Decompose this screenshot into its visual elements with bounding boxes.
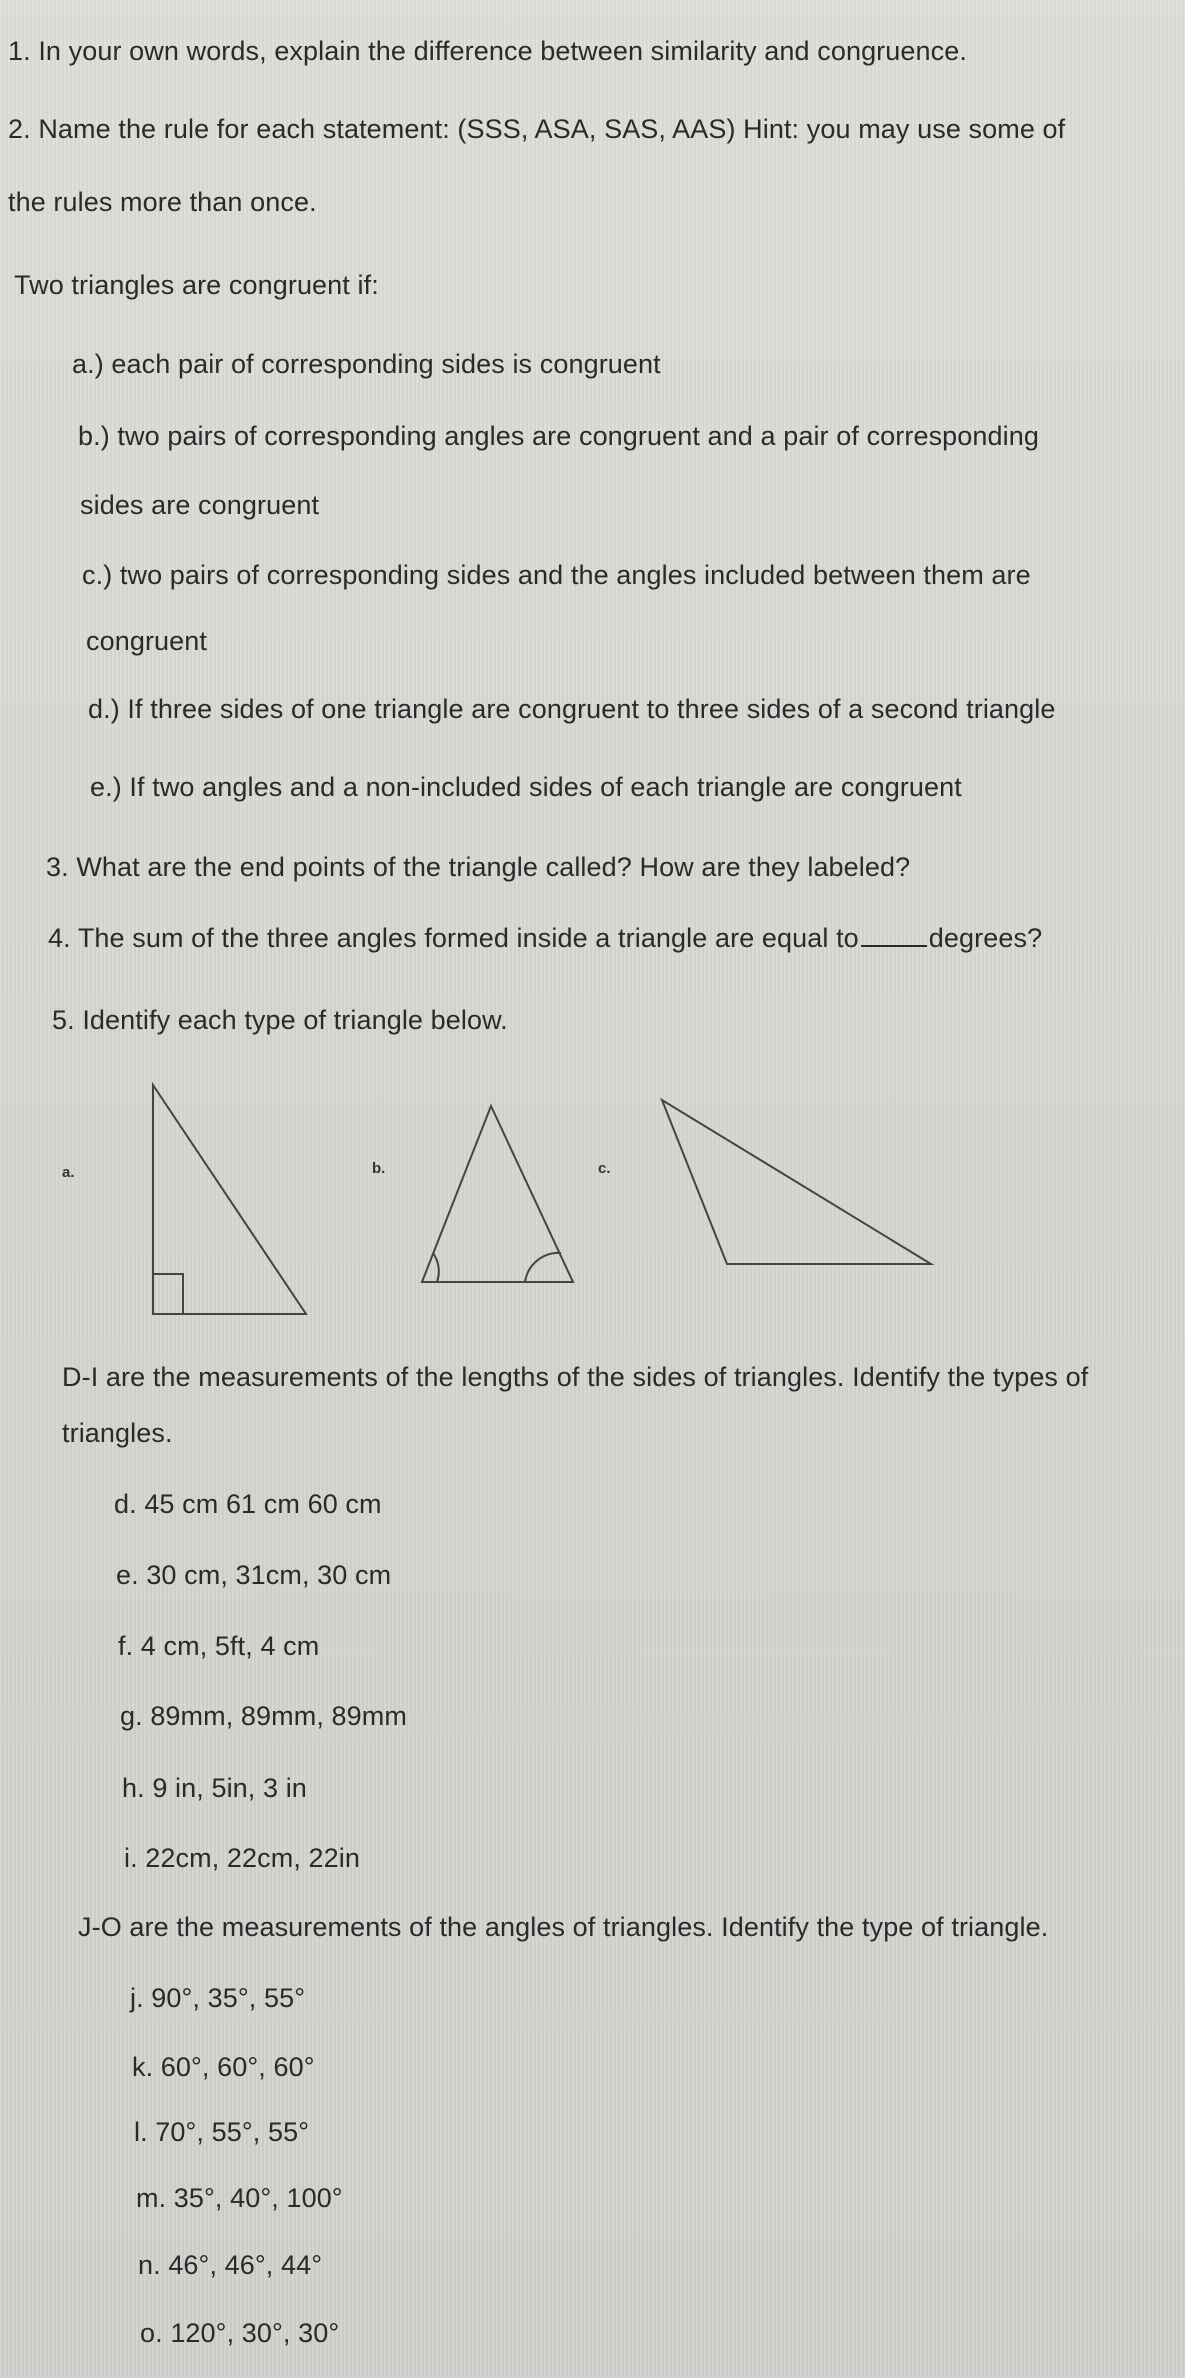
figure-c-label: c. bbox=[598, 1160, 611, 1177]
statement-d: d.) If three sides of one triangle are congruent to three sides of a second triangle bbox=[88, 694, 1056, 724]
statement-c-line-1: c.) two pairs of corresponding sides and the angles included between them are bbox=[82, 560, 1031, 590]
statement-c-line-2: congruent bbox=[86, 626, 207, 656]
base-angle-arc-right bbox=[525, 1253, 561, 1282]
sides-item-g: g. 89mm, 89mm, 89mm bbox=[120, 1701, 407, 1731]
sides-item-i: i. 22cm, 22cm, 22in bbox=[124, 1843, 361, 1873]
angles-item-l: l. 70°, 55°, 55° bbox=[134, 2117, 310, 2147]
isosceles-triangle-figure bbox=[422, 1106, 573, 1282]
sides-item-f: f. 4 cm, 5ft, 4 cm bbox=[118, 1631, 320, 1661]
angles-item-m: m. 35°, 40°, 100° bbox=[136, 2183, 343, 2213]
sides-intro-line-2: triangles. bbox=[62, 1418, 173, 1448]
question-5: 5. Identify each type of triangle below. bbox=[52, 1005, 508, 1035]
angles-intro: J-O are the measurements of the angles of triangles. Identify the type of triangle. bbox=[78, 1912, 1049, 1942]
question-4-text: 4. The sum of the three angles formed inside a triangle are equal to bbox=[48, 923, 859, 953]
congruence-intro: Two triangles are congruent if: bbox=[14, 270, 379, 300]
angles-item-k: k. 60°, 60°, 60° bbox=[132, 2052, 315, 2082]
question-2-line-1: 2. Name the rule for each statement: (SSS, ASA, SAS, AAS) Hint: you may use some of bbox=[8, 114, 1066, 144]
sides-item-d: d. 45 cm 61 cm 60 cm bbox=[114, 1489, 382, 1519]
question-3: 3. What are the end points of the triangle called? How are they labeled? bbox=[46, 852, 911, 882]
statement-e: e.) If two angles and a non-included sides of each triangle are congruent bbox=[90, 772, 962, 802]
sides-intro-line-1: D-I are the measurements of the lengths of the sides of triangles. Identify the types of bbox=[62, 1362, 1089, 1392]
statement-a: a.) each pair of corresponding sides is congruent bbox=[72, 349, 661, 379]
right-angle-marker bbox=[153, 1274, 183, 1314]
statement-b-line-2: sides are congruent bbox=[80, 490, 320, 520]
figure-a-label: a. bbox=[62, 1164, 75, 1181]
figure-b-label: b. bbox=[372, 1160, 386, 1177]
statement-b-line-1: b.) two pairs of corresponding angles are congruent and a pair of corresponding bbox=[78, 421, 1039, 451]
scalene-triangle-figure bbox=[662, 1100, 931, 1264]
base-angle-arc-left bbox=[433, 1253, 439, 1282]
question-1: 1. In your own words, explain the difference between similarity and congruence. bbox=[8, 36, 967, 66]
question-2-line-2: the rules more than once. bbox=[8, 187, 317, 217]
angles-item-j: j. 90°, 35°, 55° bbox=[130, 1983, 306, 2013]
question-4-suffix: degrees? bbox=[928, 923, 1043, 953]
sides-item-e: e. 30 cm, 31cm, 30 cm bbox=[116, 1560, 392, 1590]
sides-item-h: h. 9 in, 5in, 3 in bbox=[122, 1773, 307, 1803]
angles-item-o: o. 120°, 30°, 30° bbox=[140, 2318, 340, 2348]
right-triangle-figure bbox=[153, 1085, 306, 1314]
angles-item-n: n. 46°, 46°, 44° bbox=[138, 2250, 323, 2280]
